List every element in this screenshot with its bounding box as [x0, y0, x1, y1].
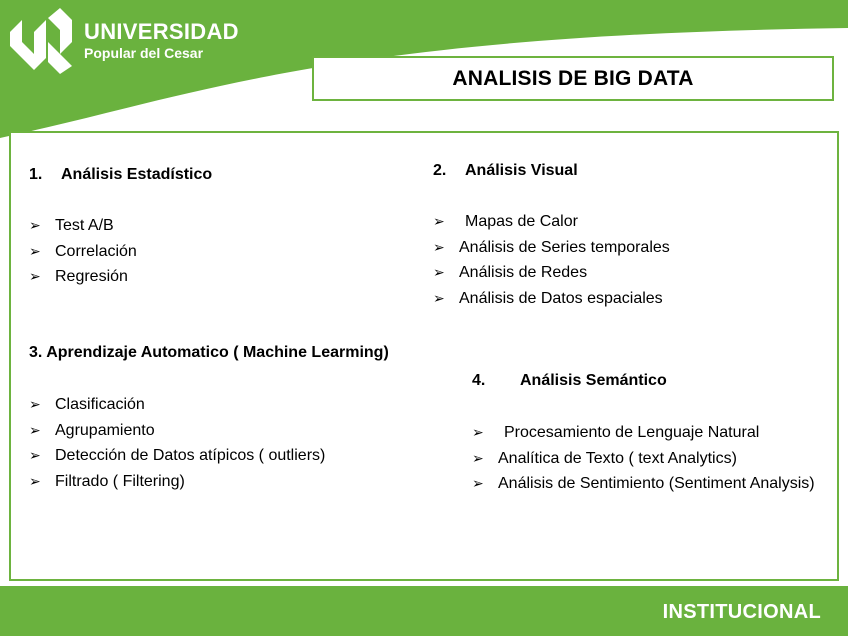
- slide-title: ANALISIS DE BIG DATA: [452, 66, 694, 90]
- section-3-list: [29, 392, 325, 494]
- arrowhead-bullet-icon: ➢: [29, 217, 41, 233]
- arrowhead-bullet-icon: ➢: [29, 396, 41, 412]
- list-item: ➢ Filtrado ( Filtering): [29, 469, 325, 495]
- arrowhead-bullet-icon: ➢: [433, 264, 445, 280]
- list-item: ➢ Procesamiento de Lenguaje Natural: [472, 420, 822, 446]
- list-item: ➢ Test A/B: [29, 213, 137, 239]
- section-1-number: 1.: [29, 166, 43, 183]
- arrowhead-bullet-icon: ➢: [472, 424, 484, 440]
- arrowhead-bullet-icon: ➢: [29, 472, 41, 489]
- arrowhead-bullet-icon: ➢: [433, 289, 445, 306]
- section-4-title: Análisis Semántico: [520, 372, 667, 389]
- university-name: UNIVERSIDAD: [84, 19, 239, 44]
- list-item: ➢ Detección de Datos atípicos ( outliers): [29, 443, 325, 469]
- arrowhead-bullet-icon: ➢: [29, 447, 41, 463]
- content-panel: [9, 131, 839, 581]
- section-2-title: Análisis Visual: [465, 162, 578, 179]
- university-subtitle: Popular del Cesar: [84, 45, 204, 61]
- list-item: ➢ Regresión: [29, 264, 137, 290]
- section-3-number: 3.: [29, 344, 43, 361]
- section-2-number: 2.: [433, 162, 447, 179]
- section-1-title: Análisis Estadístico: [61, 166, 213, 183]
- list-item: ➢ Mapas de Calor: [433, 209, 670, 235]
- list-item: ➢ Análisis de Datos espaciales: [433, 286, 670, 312]
- section-3-title: Aprendizaje Automatico ( Machine Learming): [46, 344, 389, 361]
- arrowhead-bullet-icon: ➢: [29, 242, 41, 259]
- list-item: ➢ Análisis de Redes: [433, 260, 670, 286]
- section-1-heading: [29, 166, 212, 184]
- arrowhead-bullet-icon: ➢: [472, 475, 484, 491]
- arrowhead-bullet-icon: ➢: [433, 238, 445, 255]
- list-item: ➢ Agrupamiento: [29, 418, 325, 444]
- list-item: ➢ Análisis de Series temporales: [433, 235, 670, 261]
- arrowhead-bullet-icon: ➢: [472, 449, 484, 466]
- arrowhead-bullet-icon: ➢: [433, 213, 445, 229]
- title-box: [312, 56, 834, 101]
- footer-bar: [0, 586, 848, 636]
- section-3-heading: [29, 344, 389, 362]
- section-2-list: [433, 209, 670, 311]
- footer-label: INSTITUCIONAL: [662, 601, 821, 623]
- section-1-list: [29, 213, 137, 290]
- list-item: ➢ Clasificación: [29, 392, 325, 418]
- section-4-list: [472, 420, 822, 497]
- list-item: ➢ Correlación: [29, 239, 137, 265]
- section-2-heading: [433, 162, 578, 180]
- section-4-number: 4.: [472, 372, 486, 389]
- arrowhead-bullet-icon: ➢: [29, 421, 41, 438]
- list-item: ➢ Analítica de Texto ( text Analytics): [472, 446, 822, 472]
- arrowhead-bullet-icon: ➢: [29, 268, 41, 284]
- list-item: ➢ Análisis de Sentimiento (Sentiment Analysis): [472, 471, 822, 497]
- section-4-heading: [472, 372, 667, 390]
- upc-logo-icon: [8, 8, 74, 74]
